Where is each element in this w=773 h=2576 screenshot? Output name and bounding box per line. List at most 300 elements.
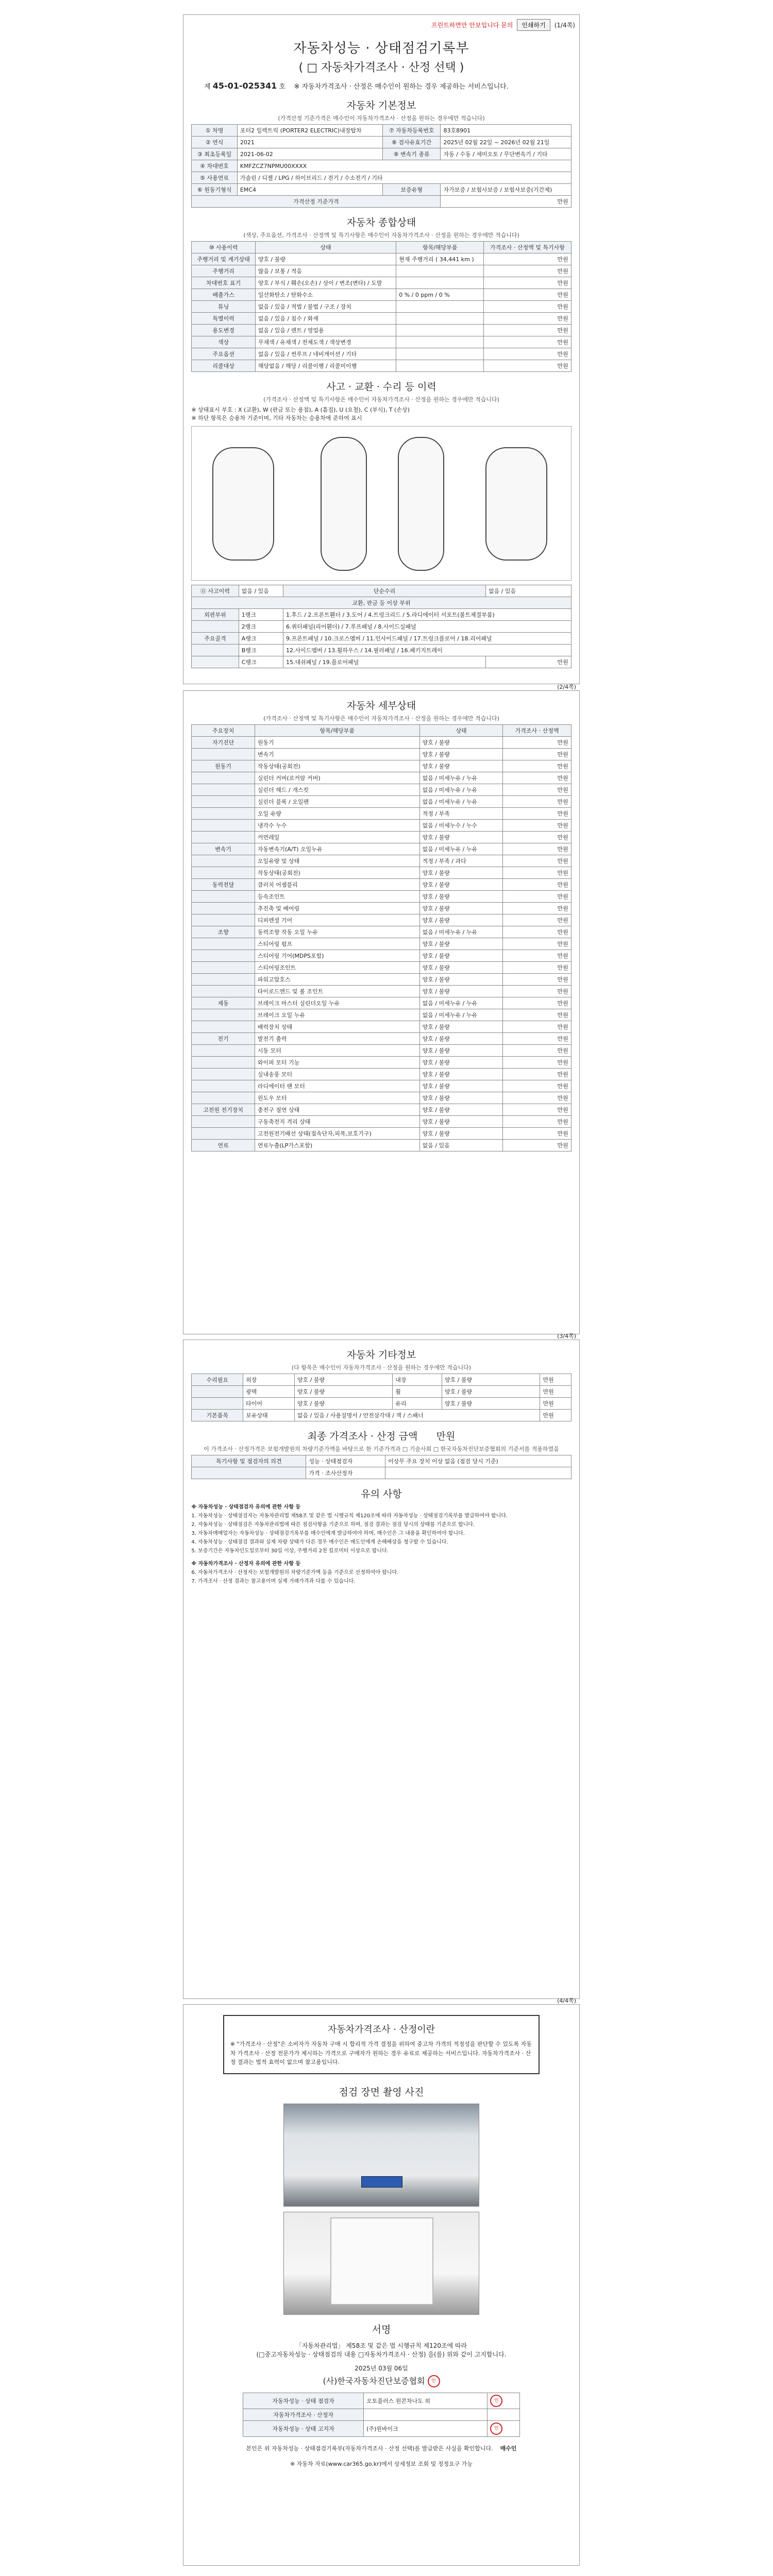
cell: 만원 — [503, 1116, 571, 1128]
table-row — [192, 760, 571, 772]
cell: 주행거리 — [192, 265, 255, 277]
cell — [192, 1069, 255, 1080]
cell: 만원 — [503, 997, 571, 1009]
cell: ③ 최초등록일 — [192, 148, 238, 160]
cell: 충전구 절연 상태 — [255, 1104, 419, 1116]
cell: 없음 / 있음 / 적법 / 불법 / 구조 / 장치 — [255, 301, 396, 313]
cell: 양호 / 불량 — [419, 986, 503, 997]
cell: 만원 — [503, 832, 571, 843]
table-row — [192, 1104, 571, 1116]
cell: 클러치 어셈블리 — [255, 879, 419, 891]
cell: 와이퍼 모터 기능 — [255, 1057, 419, 1069]
cell: 양호 / 불량 — [419, 914, 503, 926]
cell — [192, 1386, 243, 1398]
cell: 2025년 02월 22일 ~ 2026년 02월 21일 — [441, 137, 571, 148]
cell: ⑪ 사고이력 — [192, 585, 239, 597]
cell: 오토플러스 원콘차나도 외 — [364, 2393, 488, 2409]
cell: 양호 / 부식 / 훼손(오손) / 상이 / 변조(변타) / 도말 — [255, 277, 396, 289]
cell — [396, 336, 484, 348]
cell: 양호 / 불량 — [419, 1033, 503, 1045]
cell: 만원 — [484, 336, 571, 348]
table-row — [192, 784, 571, 796]
cell: 등속조인트 — [255, 891, 419, 903]
cell: 윈도우 모터 — [255, 1092, 419, 1104]
cell: 양호 / 불량 — [294, 1386, 392, 1398]
cell: 외장 — [243, 1374, 295, 1386]
cell — [192, 938, 255, 950]
cell: 변속기 — [192, 843, 255, 855]
cell: 만원 — [503, 1057, 571, 1069]
car-top-front-icon — [321, 437, 367, 571]
cell: 단순수리 — [283, 585, 485, 597]
cell: 만원 — [484, 289, 571, 301]
cell: 작동상태(공회전) — [255, 867, 419, 879]
cell — [192, 914, 255, 926]
final-price-label: 최종 가격조사 · 산정 금액 — [307, 1431, 418, 1442]
print-bar — [431, 19, 575, 31]
cell: 스티어링 펌프 — [255, 938, 419, 950]
cell: 없음 / 미세누유 / 누유 — [419, 772, 503, 784]
basic-info-table — [191, 124, 571, 208]
caution-title: 유의 사항 — [361, 1488, 402, 1500]
cell: 양호 / 불량 — [419, 1104, 503, 1116]
cell: 차대번호 표기 — [192, 277, 255, 289]
signers-table — [243, 2393, 520, 2437]
table-header-row — [192, 597, 571, 609]
seal-icon: 인 — [428, 2375, 440, 2387]
table-row — [192, 289, 571, 301]
cell: B랭크 — [239, 645, 283, 656]
cell — [192, 645, 239, 656]
cell: 만원 — [503, 1021, 571, 1033]
cell: 제동 — [192, 997, 255, 1009]
column-header: 상태 — [419, 725, 503, 737]
table-row — [192, 360, 571, 372]
table-row — [192, 336, 571, 348]
table-row — [192, 301, 571, 313]
table-row — [192, 585, 571, 597]
cell: 15.대쉬패널 / 19.플로어패널 — [283, 656, 485, 668]
table-row — [192, 855, 571, 867]
cell: 시동 모터 — [255, 1045, 419, 1057]
cell — [192, 1045, 255, 1057]
cell: 만원 — [503, 1045, 571, 1057]
cell: 2021-06-02 — [237, 148, 382, 160]
table-row — [192, 348, 571, 360]
cell: 일산화탄소 / 탄화수소 — [255, 289, 396, 301]
table-row — [192, 950, 571, 962]
cell: ⑦ 자동차등록번호 — [382, 125, 441, 137]
page-2 — [183, 684, 580, 1334]
table-row — [192, 609, 571, 621]
cell: 양호 / 불량 — [419, 1128, 503, 1140]
cell: 자가보증 / 보험사보증 / 보험사보증(기간제) — [441, 184, 571, 196]
other-info-title: 자동차 기타정보 — [346, 1349, 416, 1361]
cell: 12.사이드멤버 / 13.휠하우스 / 14.필러패널 / 16.패키지트레이 — [283, 645, 571, 656]
cell: 수리필요 — [192, 1374, 243, 1386]
sign-text: (□중고자동차성능 · 상태점검의 내용 □자동차가격조사 · 산정) 을(를) 위와 같이 고지합니다. — [256, 2350, 507, 2358]
print-warning: 프린트하면만 안보입니다 문의 — [431, 22, 513, 29]
cell: A랭크 — [239, 633, 283, 645]
table-row — [192, 1116, 571, 1128]
legend-line: ※ 하단 항목은 승용차 기준이며, 기타 자동차는 승용차에 준하여 표시 — [191, 415, 362, 421]
cell: 보증유형 — [382, 184, 441, 196]
cell: 양호 / 불량 — [419, 1116, 503, 1128]
cell: 없음 / 미세누유 / 누유 — [419, 796, 503, 808]
cell: 적정 / 부족 — [419, 808, 503, 820]
cell — [192, 1467, 306, 1479]
legend-line: ※ 상태표시 부호 : X (교환), W (판금 또는 용접), A (흠집), U (요철), C (부식), T (손상) — [191, 406, 410, 413]
cell: 6.쿼터패널(리어휀더) / 7.루프패널 / 8.사이드실패널 — [283, 621, 571, 633]
cell: 주행거리 및 계기상태 — [192, 253, 255, 265]
table-row — [192, 1033, 571, 1045]
cell: 브레이크 마스터 실린더오일 누유 — [255, 997, 419, 1009]
cell: 배출가스 — [192, 289, 255, 301]
cell: 양호 / 불량 — [294, 1398, 392, 1410]
cell: 라디에이터 팬 모터 — [255, 1080, 419, 1092]
cell — [192, 832, 255, 843]
cell: 만원 — [484, 265, 571, 277]
cell: 가솔린 / 디젤 / LPG / 하이브리드 / 전기 / 수소전기 / 기타 — [237, 172, 571, 184]
car-diagram — [191, 426, 571, 581]
table-row — [192, 1080, 571, 1092]
cell — [192, 1128, 255, 1140]
accident-history-title: 사고 · 교환 · 수리 등 이력 — [326, 381, 436, 393]
cell: 양호 / 불량 — [419, 950, 503, 962]
cell: 없음 / 있음 — [239, 585, 283, 597]
table-row — [192, 633, 571, 645]
cell: 만원 — [503, 784, 571, 796]
cell: ② 연식 — [192, 137, 238, 148]
cell: 브레이크 오일 누유 — [255, 1009, 419, 1021]
cell: 양호 / 불량 — [419, 867, 503, 879]
table-row — [192, 832, 571, 843]
cell — [385, 1467, 571, 1479]
cell: ① 차명 — [192, 125, 238, 137]
table-row — [192, 997, 571, 1009]
document-title: 자동차성능 · 상태점검기록부 — [293, 41, 469, 56]
cell: 만원 — [503, 772, 571, 784]
table-row — [192, 160, 571, 172]
cell: ⑨ 변속기 종류 — [382, 148, 441, 160]
sign-text: 「자동차관리법」 제58조 및 같은 법 시행규칙 제120조에 따라 — [295, 2342, 467, 2349]
page-number: (1/4쪽) — [554, 22, 575, 29]
cell: 만원 — [503, 1104, 571, 1116]
table-row — [192, 808, 571, 820]
table-row — [192, 1045, 571, 1057]
cell: 변속기 — [255, 749, 419, 760]
table-row — [192, 277, 571, 289]
cell: 유리 — [393, 1398, 442, 1410]
cell — [192, 962, 255, 974]
cell — [488, 2393, 519, 2409]
table-row — [192, 265, 571, 277]
cell: 튜닝 — [192, 301, 255, 313]
detail-status-note: (가격조사 · 산정액 및 특기사항은 매수인이 자동차가격조사 · 산정을 원하는 경우에만 적습니다) — [263, 715, 499, 722]
table-row — [192, 772, 571, 784]
cell — [396, 313, 484, 325]
table-row — [192, 1374, 571, 1386]
cell: 0 % / 0 ppm / 0 % — [396, 289, 484, 301]
cell — [192, 784, 255, 796]
cell: 커먼레일 — [255, 832, 419, 843]
table-row — [192, 820, 571, 832]
page-4 — [183, 1997, 580, 2566]
cell: 휠 — [393, 1386, 442, 1398]
cell: ⑧ 검사유효기간 — [382, 137, 441, 148]
cell: 양호 / 불량 — [255, 253, 396, 265]
cell: 만원 — [484, 360, 571, 372]
cell: ⑤ 사용연료 — [192, 172, 238, 184]
page-number: (4/4쪽) — [557, 1997, 576, 2004]
cell: 만원 — [484, 348, 571, 360]
cell: ④ 차대번호 — [192, 160, 238, 172]
table-row — [192, 914, 571, 926]
table-row — [192, 196, 571, 208]
cell: 가격 · 조사산정자 — [306, 1467, 385, 1479]
table-row — [192, 903, 571, 914]
table-row — [192, 1092, 571, 1104]
caution-item: 4. 자동차성능 · 상태점검 결과와 실제 차량 상태가 다른 경우 매수인은 매도인에게 손해배상을 청구할 수 있습니다. — [191, 1539, 448, 1545]
table-row — [192, 325, 571, 336]
cell: 만원 — [484, 277, 571, 289]
cell: 만원 — [540, 1374, 571, 1386]
cell: 만원 — [540, 1386, 571, 1398]
column-header: 가격조사 · 산정액 및 특기사항 — [484, 242, 571, 253]
caution-item: 2. 자동차성능 · 상태점검은 자동차관리법에 따른 점검사항을 기준으로 하며, 점검 결과는 점검 당시의 상태를 기준으로 합니다. — [191, 1522, 475, 1528]
table-row — [243, 2421, 520, 2437]
overall-status-table — [191, 241, 571, 372]
cell: 실린더 헤드 / 개스킷 — [255, 784, 419, 796]
service-title: 자동차가격조사 · 산정이란 — [327, 2024, 435, 2035]
cell: 양호 / 불량 — [419, 1092, 503, 1104]
table-row — [192, 843, 571, 855]
table-row — [192, 879, 571, 891]
cell: 양호 / 불량 — [419, 1080, 503, 1092]
cell: 만원 — [503, 1128, 571, 1140]
status-legend — [191, 405, 571, 422]
table-row — [192, 1410, 571, 1421]
price-unit: 만원 — [441, 196, 571, 208]
cell: 없음 / 있음 / 렌트 / 영업용 — [255, 325, 396, 336]
cell: 배력장치 상태 — [255, 1021, 419, 1033]
cell: 현재 주행거리 ( 34,441 km ) — [396, 253, 484, 265]
seal-icon: 인 — [490, 2422, 502, 2435]
cell: 없음 / 있음 — [485, 585, 571, 597]
cell: 실내송풍 모터 — [255, 1069, 419, 1080]
other-info-note: (다 항목은 매수인이 자동차가격조사 · 산정을 원하는 경우에만 적습니다) — [291, 1364, 472, 1371]
cell: 자동차성능 · 상태 고지자 — [243, 2421, 364, 2437]
cell: 만원 — [484, 301, 571, 313]
table-row — [192, 621, 571, 633]
cell: 특기사항 및 점검자의 의견 — [192, 1455, 306, 1467]
table-row — [192, 1128, 571, 1140]
cell: 조향 — [192, 926, 255, 938]
cell: 양호 / 불량 — [294, 1374, 392, 1386]
cell — [192, 1057, 255, 1069]
cell: 내장 — [393, 1374, 442, 1386]
cell — [488, 2409, 519, 2421]
cell: 만원 — [503, 962, 571, 974]
cell: 보유상태 — [243, 1410, 295, 1421]
table-row — [192, 1386, 571, 1398]
final-price-table — [191, 1455, 571, 1479]
sign-org: (사)한국자동차진단보증협회 — [323, 2376, 425, 2386]
cell — [192, 820, 255, 832]
bottom-notice: ※ 자동차 자료(www.car365.go.kr)에서 상세정보 조회 및 정정요구 가능 — [290, 2461, 473, 2468]
table-row — [192, 313, 571, 325]
cell: 스티어링 기어(MDPS포함) — [255, 950, 419, 962]
cell — [488, 2421, 519, 2437]
cell: 성능 · 상태점검자 — [306, 1455, 385, 1467]
cell: 자동 / 수동 / 세미오토 / 무단변속기 / 기타 — [441, 148, 571, 160]
table-row — [192, 253, 571, 265]
cell: 적정 / 부족 / 과다 — [419, 855, 503, 867]
column-header: 항목/해당부품 — [255, 725, 419, 737]
cell: 양호 / 불량 — [419, 879, 503, 891]
cell — [192, 808, 255, 820]
cell: 2랭크 — [239, 621, 283, 633]
cell: 양호 / 불량 — [419, 1021, 503, 1033]
table-row — [192, 172, 571, 184]
cell: 양호 / 불량 — [442, 1374, 540, 1386]
cell: 없음 / 있음 — [419, 1140, 503, 1151]
cell: 원동기 — [255, 737, 419, 749]
cell — [192, 903, 255, 914]
price-label: 가격산정 기준가격 — [192, 196, 441, 208]
basic-info-note: (가격산정 기준가격은 매수인이 자동차가격조사 · 산정을 원하는 경우에만 적습니다) — [278, 115, 485, 122]
cell: 양호 / 불량 — [442, 1386, 540, 1398]
cell: 타이로드엔드 및 볼 조인트 — [255, 986, 419, 997]
cell — [192, 950, 255, 962]
caution-notice — [191, 1503, 571, 1585]
final-price-unit: 만원 — [436, 1431, 456, 1442]
cell — [192, 772, 255, 784]
cell — [396, 360, 484, 372]
cell: 고전원 전기장치 — [192, 1104, 255, 1116]
cell: 만원 — [503, 986, 571, 997]
cell: 만원 — [503, 749, 571, 760]
number-label: 제 — [204, 83, 211, 91]
table-row — [243, 2393, 520, 2409]
table-header-row — [192, 725, 571, 737]
license-plate-icon — [361, 2176, 402, 2188]
table-row — [192, 867, 571, 879]
cell: 양호 / 불량 — [419, 903, 503, 914]
caution-item: 3. 자동차매매업자는 자동차성능 · 상태점검기록부를 매수인에게 발급하여야 하며, 매수인은 그 내용을 확인하여야 합니다. — [191, 1531, 465, 1536]
caution-item: 7. 가격조사 · 산정 결과는 참고용이며 실제 거래가격과 다를 수 있습니다. — [191, 1579, 356, 1584]
table-row — [192, 1057, 571, 1069]
cell — [192, 1398, 243, 1410]
vehicle-front-photo — [283, 2104, 479, 2207]
print-button[interactable]: 인쇄하기 — [517, 19, 550, 31]
cell — [192, 855, 255, 867]
cell: 만원 — [503, 796, 571, 808]
cell: 해당없음 / 해당 / 리콜이행 / 리콜미이행 — [255, 360, 396, 372]
cell: 만원 — [503, 760, 571, 772]
table-row — [192, 645, 571, 656]
cell: 만원 — [503, 843, 571, 855]
cargo-door-icon — [330, 2217, 433, 2305]
cell — [396, 301, 484, 313]
cell: 만원 — [503, 879, 571, 891]
cell — [396, 265, 484, 277]
cell: 전기 — [192, 1033, 255, 1045]
cell: 외판부위 — [192, 609, 239, 621]
cell: 타이어 — [243, 1398, 295, 1410]
cell: 실린더 커버(로커암 커버) — [255, 772, 419, 784]
cell — [192, 1021, 255, 1033]
cell: 만원 — [484, 253, 571, 265]
photo-title: 점검 장면 촬영 사진 — [339, 2086, 424, 2098]
cell: 만원 — [503, 938, 571, 950]
page-number: (2/4쪽) — [557, 684, 576, 690]
cell: 작동상태(공회전) — [255, 760, 419, 772]
page-3 — [183, 1333, 580, 1999]
cell: 양호 / 불량 — [419, 737, 503, 749]
cell: 동력조향 작동 오일 누유 — [255, 926, 419, 938]
cell: 만원 — [540, 1398, 571, 1410]
final-price-title — [183, 1429, 579, 1443]
cell: 1.후드 / 2.프론트휀더 / 3.도어 / 4.트렁크리드 / 5.라디에이터 서포트(볼트체결부품) — [283, 609, 571, 621]
cell: 포터2 일렉트릭 (PORTER2 ELECTRIC)내장탑차 — [237, 125, 382, 137]
cell — [192, 1080, 255, 1092]
table-row — [192, 137, 571, 148]
cell: 연료누출(LP가스포함) — [255, 1140, 419, 1151]
cell: 없음 / 미세누유 / 누유 — [419, 926, 503, 938]
cell — [396, 277, 484, 289]
cell: 만원 — [503, 926, 571, 938]
caution-subtitle: ※ 자동차가격조사 · 산정자 유의에 관한 사항 등 — [191, 1561, 301, 1567]
cell: 만원 — [540, 1410, 571, 1421]
sign-block — [183, 2341, 579, 2388]
cell: C랭크 — [239, 656, 283, 668]
cell: 광택 — [243, 1386, 295, 1398]
cell: 만원 — [503, 820, 571, 832]
cell: 자동차성능 · 상태 점검자 — [243, 2393, 364, 2409]
car-top-rear-icon — [398, 437, 444, 571]
column-header: 상태 — [255, 242, 396, 253]
final-price-note: 이 가격조사 · 산정가격은 보험개발원의 차량기준가액을 바탕으로 한 기준가격과 □ 기술사회 □ 한국자동차진단보증협회의 기준서를 적용하였음 — [204, 1446, 559, 1452]
vehicle-rear-photo — [283, 2212, 479, 2315]
cell: 양호 / 불량 — [442, 1398, 540, 1410]
cell: 만원 — [503, 1080, 571, 1092]
cell: 리콜대상 — [192, 360, 255, 372]
column-header: ⑩ 사용이력 — [192, 242, 255, 253]
page-1 — [183, 14, 580, 684]
table-row — [192, 1398, 571, 1410]
table-row — [192, 926, 571, 938]
table-row — [192, 1069, 571, 1080]
table-row — [192, 1009, 571, 1021]
other-info-table — [191, 1374, 571, 1421]
cell: KMFZCZ7NPMU00XXXX — [237, 160, 571, 172]
service-notice: ※ 자동차가격조사 · 산정은 매수인이 원하는 경우 제공하는 서비스입니다. — [294, 83, 509, 91]
cell: 양호 / 불량 — [419, 938, 503, 950]
cell: 많음 / 보통 / 적음 — [255, 265, 396, 277]
cell: 양호 / 불량 — [419, 1057, 503, 1069]
receiver-label: 매수인 — [500, 2445, 517, 2452]
cell: 만원 — [484, 313, 571, 325]
table-row — [192, 974, 571, 986]
cell: 없음 / 있음 / 썬루프 / 네비게이션 / 기타 — [255, 348, 396, 360]
cell: 9.프론트패널 / 10.크로스멤버 / 11.인사이드패널 / 17.트렁크플로어 / 18.리어패널 — [283, 633, 571, 645]
seal-icon: 인 — [490, 2395, 502, 2407]
cell: 없음 / 미세누유 / 누유 — [419, 784, 503, 796]
table-row — [192, 1021, 571, 1033]
car-side-left-icon — [212, 447, 274, 561]
cell: 고전원전기배선 상태(접속단자,피복,보호기구) — [255, 1128, 419, 1140]
